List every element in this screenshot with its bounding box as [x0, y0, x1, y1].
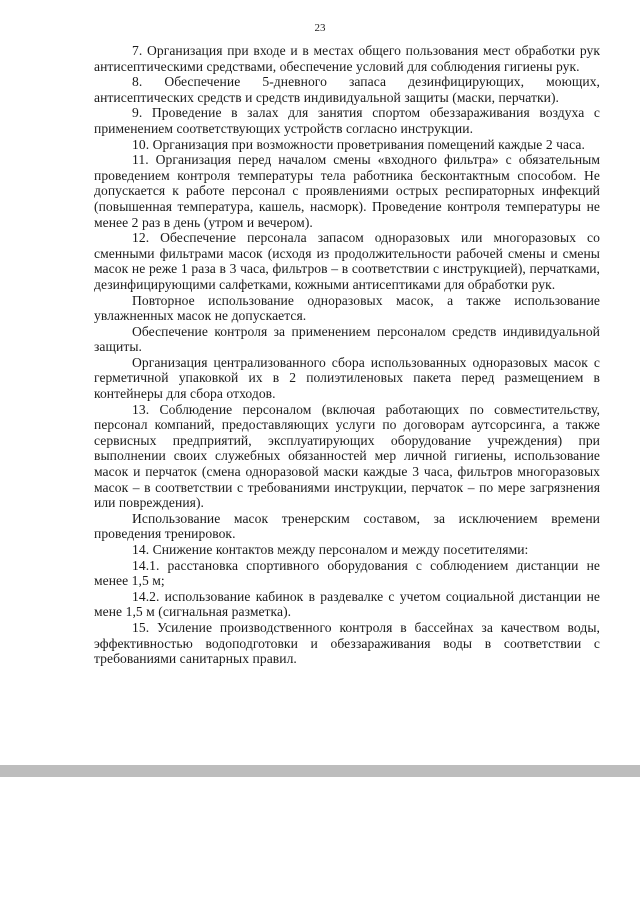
paragraph-7: 7. Организация при входе и в местах общего пользования мест обработки рук антисептическими средствами, обеспечение условий для соблюдения гигиены рук.	[94, 43, 600, 74]
paragraph-12-mask-collection: Организация централизованного сбора использованных одноразовых масок с герметичной упаковкой их в 2 полиэтиленовых пакета перед размещением в контейнеры для сбора отходов.	[94, 354, 600, 402]
paragraph-12: 12. Обеспечение персонала запасом одноразовых или многоразовых со сменными фильтрами масок (исходя из продолжительности рабочей смены и смены масок не реже 1 раза в 3 часа, фильтров – в соответствии с инструкцией), перчатками, дезинфицирующими салфетками, кожными антисептиками для обработки рук.	[94, 230, 600, 292]
blank-area	[0, 777, 640, 905]
page-number: 23	[314, 22, 326, 34]
paragraph-8: 8. Обеспечение 5-дневного запаса дезинфицирующих, моющих, антисептических средств и средств индивидуальной защиты (маски, перчатки).	[94, 74, 600, 105]
paragraph-10: 10. Организация при возможности проветривания помещений каждые 2 часа.	[132, 136, 585, 152]
paragraph-9: 9. Проведение в залах для занятия спортом обеззараживания воздуха с применением соответствующих устройств согласно инструкции.	[94, 105, 600, 136]
paragraph-13-coaches-masks: Использование масок тренерским составом, за исключением времени проведения тренировок.	[94, 510, 600, 542]
paragraph-13: 13. Соблюдение персоналом (включая работающих по совместительству, персонал компаний, предоставляющих услуги по договорам аутсорсинга, а также сервисных предприятий, эксплуатирующих оборудование учреждения) при выполнении своих служебных обязанностей мер личной гигиены, использование масок и перчаток (смена одноразовой маски каждые 3 часа, фильтров многоразовых масок – в соответствии с требованиями инструкции, перчаток – по мере загрязнения или повреждения).	[94, 401, 600, 511]
paragraph-14-2: 14.2. использование кабинок в раздевалке с учетом социальной дистанции не мене 1,5 м (сигнальная разметка).	[94, 588, 600, 620]
paragraph-15: 15. Усиление производственного контроля в бассейнах за качеством воды, эффективностью водоподготовки и обеззараживания воды в соответствии с требованиями санитарных правил.	[94, 619, 600, 667]
paragraph-11: 11. Организация перед началом смены «входного фильтра» с обязательным проведением контроля температуры тела работника бесконтактным способом. Не допускается к работе персонал с проявлениями острых респираторных инфекций (повышенная температура, кашель, насморк). Проведение контроля температуры не менее 2 раз в день (утром и вечером).	[94, 152, 600, 230]
paragraph-14: 14. Снижение контактов между персоналом и между посетителями:	[132, 542, 529, 557]
paragraph-12-mask-reuse: Повторное использование одноразовых масок, а также использование увлажненных масок не допускается.	[94, 292, 600, 324]
scan-edge-band	[0, 765, 640, 777]
paragraph-12-ppe-control: Обеспечение контроля за применением персоналом средств индивидуальной защиты.	[94, 323, 600, 355]
document-body	[94, 43, 600, 667]
paragraph-14-1: 14.1. расстановка спортивного оборудования с соблюдением дистанции не менее 1,5 м;	[94, 557, 600, 589]
